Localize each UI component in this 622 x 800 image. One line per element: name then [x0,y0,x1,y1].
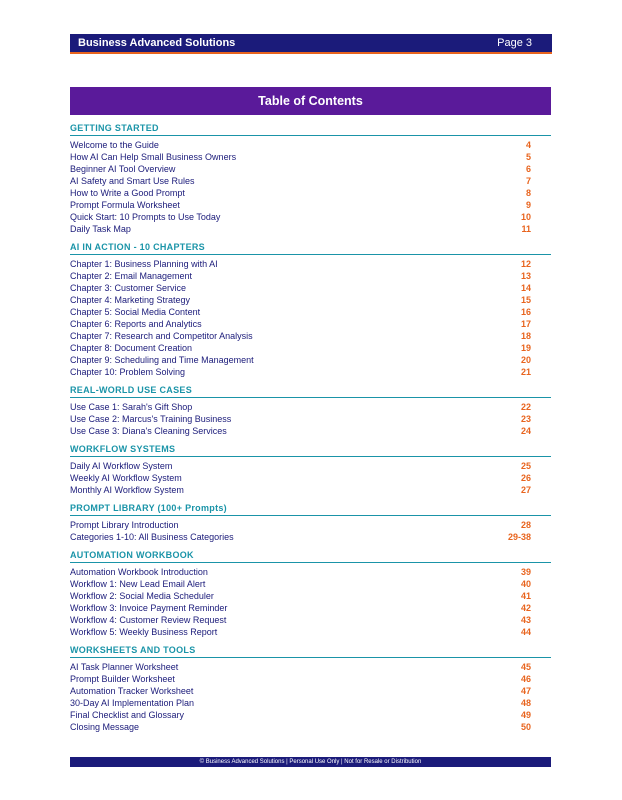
toc-entry[interactable] [70,282,551,294]
toc-entry-label: Chapter 5: Social Media Content [70,307,201,317]
toc-entry-label: Closing Message [70,722,140,732]
toc-section [70,501,551,543]
toc-entry-label: 30-Day AI Implementation Plan [70,698,195,708]
toc-entry-page: 40 [520,579,531,589]
toc-entry[interactable] [70,163,551,175]
toc-entry[interactable] [70,425,551,437]
toc-entry-page: 14 [520,283,531,293]
section-title: AUTOMATION WORKBOOK [70,548,551,563]
toc-entry-label: Categories 1-10: All Business Categories [70,532,234,542]
toc-entry-page: 5 [525,152,531,162]
toc-entry-page: 15 [520,295,531,305]
toc-entry[interactable] [70,139,551,151]
toc-entry-page: 23 [520,414,531,424]
toc-entry[interactable] [70,366,551,378]
toc-entry-page: 10 [520,212,531,222]
toc-entry-label: Daily Task Map [70,224,131,234]
toc-entry-page: 22 [520,402,531,412]
toc-entry-page: 8 [525,188,531,198]
toc-section [70,383,551,437]
toc-entry-page: 45 [520,662,531,672]
toc-entry-label: Chapter 3: Customer Service [70,283,187,293]
toc-entry[interactable] [70,472,551,484]
toc-entry-page: 43 [520,615,531,625]
toc-entry[interactable] [70,401,551,413]
toc-entry-label: Monthly AI Workflow System [70,485,184,495]
toc-entry[interactable] [70,294,551,306]
toc-entry[interactable] [70,590,551,602]
toc-entry-label: Automation Tracker Worksheet [70,686,194,696]
toc-entry[interactable] [70,223,551,235]
toc-entry-label: Use Case 3: Diana's Cleaning Services [70,426,227,436]
toc-entry[interactable] [70,709,551,721]
toc-entry[interactable] [70,151,551,163]
toc-entry-page: 16 [520,307,531,317]
toc-entry-page: 50 [520,722,531,732]
toc-entry-label: Chapter 2: Email Management [70,271,193,281]
toc-entry-label: Chapter 9: Scheduling and Time Management [70,355,254,365]
toc-entry-page: 46 [520,674,531,684]
toc-entry[interactable] [70,318,551,330]
toc-entry-page: 29-38 [507,532,531,542]
toc-entry-label: Prompt Builder Worksheet [70,674,175,684]
toc-entry-label: Workflow 3: Invoice Payment Reminder [70,603,228,613]
toc-entry-page: 47 [520,686,531,696]
toc-entry-label: Prompt Formula Worksheet [70,200,180,210]
toc-entry[interactable] [70,685,551,697]
toc-entry[interactable] [70,721,551,733]
page-header [70,34,552,54]
toc-entry-label: Chapter 6: Reports and Analytics [70,319,202,329]
toc-entry-label: Weekly AI Workflow System [70,473,182,483]
toc-entry[interactable] [70,531,551,543]
toc-entry-page: 49 [520,710,531,720]
toc-entry-label: Use Case 1: Sarah's Gift Shop [70,402,193,412]
toc-entry-label: AI Task Planner Worksheet [70,662,179,672]
toc-entry-page: 39 [520,567,531,577]
section-title: PROMPT LIBRARY (100+ Prompts) [70,501,551,516]
toc-entry[interactable] [70,306,551,318]
toc-section [70,643,551,733]
toc-entry-page: 28 [520,520,531,530]
toc-entry-label: Workflow 5: Weekly Business Report [70,627,218,637]
toc-entry-page: 42 [520,603,531,613]
toc-entry-label: Use Case 2: Marcus's Training Business [70,414,232,424]
toc-entry-label: Welcome to the Guide [70,140,159,150]
toc-section [70,240,551,378]
toc-entry[interactable] [70,484,551,496]
toc-entry[interactable] [70,673,551,685]
toc-entry-label: Chapter 7: Research and Competitor Analysis [70,331,253,341]
toc-entry-label: Chapter 1: Business Planning with AI [70,259,218,269]
toc-entry-page: 11 [521,224,531,234]
toc-entry-page: 48 [520,698,531,708]
table-of-contents [70,121,551,738]
toc-entry-label: Beginner AI Tool Overview [70,164,176,174]
section-title: WORKSHEETS AND TOOLS [70,643,551,658]
toc-entry-label: AI Safety and Smart Use Rules [70,176,195,186]
footer-text: © Business Advanced Solutions | Personal Use Only | Not for Resale or Distribution [199,759,422,765]
toc-entry-page: 27 [520,485,531,495]
toc-entry[interactable] [70,566,551,578]
toc-entry[interactable] [70,661,551,673]
toc-entry[interactable] [70,187,551,199]
toc-entry-page: 20 [520,355,531,365]
toc-entry[interactable] [70,199,551,211]
toc-entry[interactable] [70,602,551,614]
toc-entry-label: Prompt Library Introduction [70,520,179,530]
toc-entry-page: 19 [520,343,531,353]
page-footer [70,757,551,767]
toc-entry[interactable] [70,342,551,354]
toc-entry-page: 25 [520,461,531,471]
section-title: WORKFLOW SYSTEMS [70,442,551,457]
toc-entry-page: 41 [520,591,531,601]
section-title: AI IN ACTION - 10 CHAPTERS [70,240,551,255]
header-brand: Business Advanced Solutions [78,37,236,49]
toc-entry[interactable] [70,413,551,425]
toc-entry[interactable] [70,460,551,472]
toc-entry-label: Automation Workbook Introduction [70,567,208,577]
toc-entry-label: How to Write a Good Prompt [70,188,185,198]
toc-entry-page: 17 [520,319,531,329]
toc-entry-label: Quick Start: 10 Prompts to Use Today [70,212,221,222]
toc-section [70,548,551,638]
toc-section [70,121,551,235]
toc-entry-label: Final Checklist and Glossary [70,710,185,720]
toc-entry-page: 18 [520,331,531,341]
toc-entry-label: Chapter 8: Document Creation [70,343,193,353]
toc-entry-label: Daily AI Workflow System [70,461,173,471]
toc-entry-label: How AI Can Help Small Business Owners [70,152,237,162]
toc-entry-label: Workflow 2: Social Media Scheduler [70,591,214,601]
toc-entry[interactable] [70,258,551,270]
toc-entry-page: 7 [525,176,531,186]
toc-title: Table of Contents [70,87,551,115]
toc-entry[interactable] [70,697,551,709]
toc-entry[interactable] [70,330,551,342]
toc-entry[interactable] [70,519,551,531]
toc-entry-label: Chapter 4: Marketing Strategy [70,295,191,305]
section-title: GETTING STARTED [70,121,551,136]
toc-entry-label: Workflow 4: Customer Review Request [70,615,227,625]
toc-entry[interactable] [70,614,551,626]
header-page-number: Page 3 [497,37,532,49]
toc-entry[interactable] [70,211,551,223]
toc-entry-page: 26 [520,473,531,483]
toc-entry-page: 6 [525,164,531,174]
toc-entry-page: 24 [520,426,531,436]
section-title: REAL-WORLD USE CASES [70,383,551,398]
toc-entry[interactable] [70,354,551,366]
toc-entry-page: 44 [520,627,531,637]
toc-entry-page: 9 [525,200,531,210]
toc-entry-label: Chapter 10: Problem Solving [70,367,186,377]
toc-entry-page: 12 [520,259,531,269]
toc-entry[interactable] [70,578,551,590]
toc-entry-label: Workflow 1: New Lead Email Alert [70,579,206,589]
toc-entry-page: 21 [520,367,531,377]
toc-entry[interactable] [70,270,551,282]
toc-entry[interactable] [70,626,551,638]
toc-entry-page: 13 [520,271,531,281]
toc-entry[interactable] [70,175,551,187]
toc-entry-page: 4 [525,140,531,150]
toc-section [70,442,551,496]
